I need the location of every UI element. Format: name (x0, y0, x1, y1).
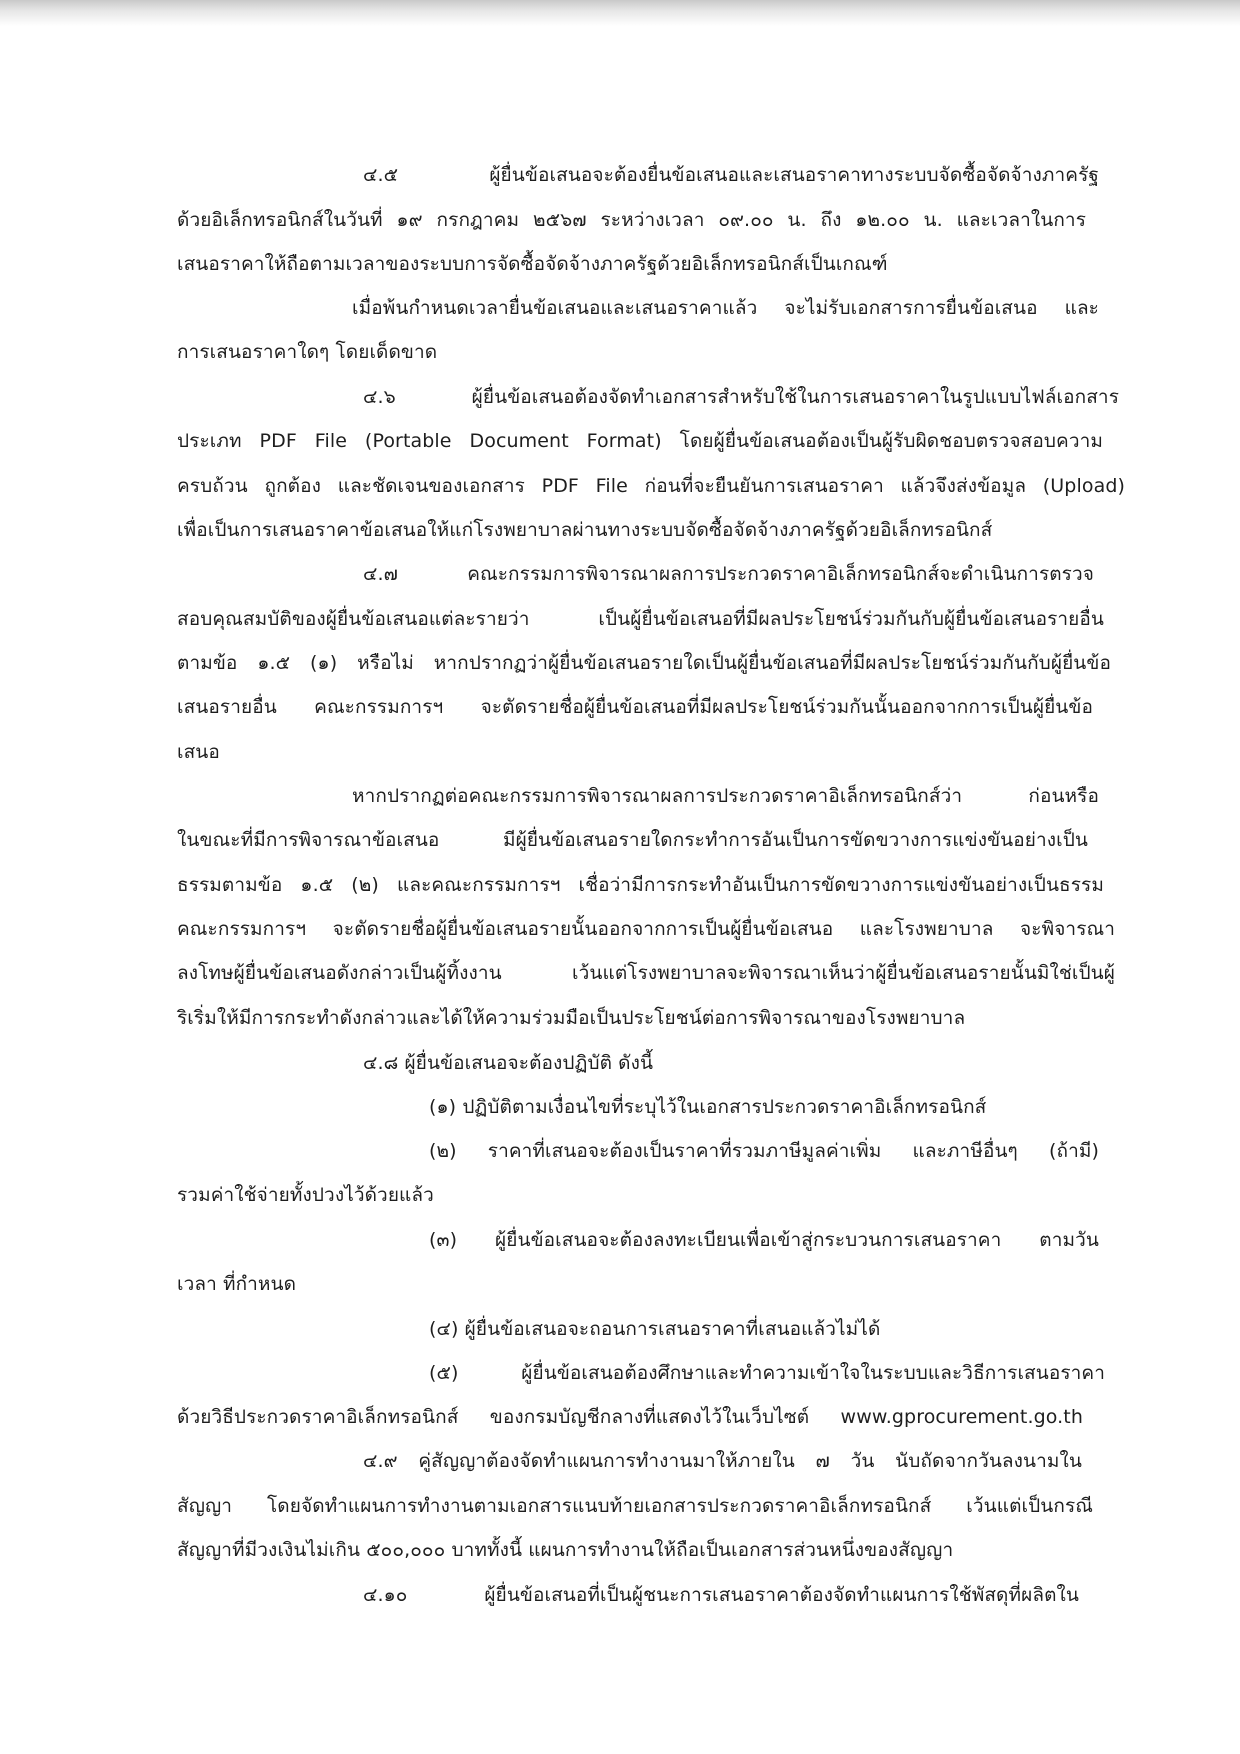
scan-top-edge (0, 0, 1240, 26)
text-line: ตามข้อ ๑.๕ (๑) หรือไม่ หากปรากฏว่าผู้ยื่นข้อเสนอรายใดเป็นผู้ยื่นข้อเสนอที่มีผลประโยชน์ร่วมกันกับผู้ยื่นข้อ (177, 652, 1111, 674)
text-line: สอบคุณสมบัติของผู้ยื่นข้อเสนอแต่ละรายว่า เป็นผู้ยื่นข้อเสนอที่มีผลประโยชน์ร่วมกันกับผู้ยื่นข้อเสนอรายอื่น (177, 608, 1104, 630)
text-line: (๑) ปฏิบัติตามเงื่อนไขที่ระบุไว้ในเอกสารประกวดราคาอิเล็กทรอนิกส์ (429, 1096, 987, 1118)
text-line: เสนอรายอื่น คณะกรรมการฯ จะตัดรายชื่อผู้ยื่นข้อเสนอที่มีผลประโยชน์ร่วมกันนั้นออกจากการเป็นผู้ยื่นข้อ (177, 696, 1093, 718)
text-line: เพื่อเป็นการเสนอราคาข้อเสนอให้แก่โรงพยาบาลผ่านทางระบบจัดซื้อจัดจ้างภาครัฐด้วยอิเล็กทรอนิกส์ (177, 519, 993, 541)
text-line: ประเภท PDF File (Portable Document Format) โดยผู้ยื่นข้อเสนอต้องเป็นผู้รับผิดชอบตรวจสอบความ (177, 430, 1103, 452)
text-line: สัญญาที่มีวงเงินไม่เกิน ๕๐๐,๐๐๐ บาททั้งนี้ แผนการทำงานให้ถือเป็นเอกสารส่วนหนึ่งของสัญญา (177, 1539, 954, 1561)
text-line: (๔) ผู้ยื่นข้อเสนอจะถอนการเสนอราคาที่เสนอแล้วไม่ได้ (429, 1318, 881, 1340)
text-line: เมื่อพ้นกำหนดเวลายื่นข้อเสนอและเสนอราคาแล้ว จะไม่รับเอกสารการยื่นข้อเสนอ และ (352, 297, 1099, 319)
text-line: (๕) ผู้ยื่นข้อเสนอต้องศึกษาและทำความเข้าใจในระบบและวิธีการเสนอราคา (429, 1362, 1105, 1384)
text-line: ในขณะที่มีการพิจารณาข้อเสนอ มีผู้ยื่นข้อเสนอรายใดกระทำการอันเป็นการขัดขวางการแข่งขันอย่างเป็น (177, 829, 1088, 851)
text-line: เวลา ที่กำหนด (177, 1273, 297, 1295)
text-line: รวมค่าใช้จ่ายทั้งปวงไว้ด้วยแล้ว (177, 1184, 434, 1206)
text-line: ๔.๗ คณะกรรมการพิจารณาผลการประกวดราคาอิเล็กทรอนิกส์จะดำเนินการตรวจ (363, 563, 1094, 585)
text-line: ๔.๕ ผู้ยื่นข้อเสนอจะต้องยื่นข้อเสนอและเสนอราคาทางระบบจัดซื้อจัดจ้างภาครัฐ (363, 164, 1099, 186)
text-line: ๔.๑๐ ผู้ยื่นข้อเสนอที่เป็นผู้ชนะการเสนอราคาต้องจัดทำแผนการใช้พัสดุที่ผลิตใน (363, 1584, 1079, 1606)
text-line: เสนอ (177, 741, 220, 763)
text-line: ๔.๖ ผู้ยื่นข้อเสนอต้องจัดทำเอกสารสำหรับใช้ในการเสนอราคาในรูปแบบไฟล์เอกสาร (363, 386, 1119, 408)
text-line: คณะกรรมการฯ จะตัดรายชื่อผู้ยื่นข้อเสนอรายนั้นออกจากการเป็นผู้ยื่นข้อเสนอ และโรงพยาบาล จะพิจารณา (177, 918, 1115, 940)
text-line: เสนอราคาให้ถือตามเวลาของระบบการจัดซื้อจัดจ้างภาครัฐด้วยอิเล็กทรอนิกส์เป็นเกณฑ์ (177, 253, 888, 275)
text-line: ริเริ่มให้มีการกระทำดังกล่าวและได้ให้ความร่วมมือเป็นประโยชน์ต่อการพิจารณาของโรงพยาบาล (177, 1007, 966, 1029)
text-line: ด้วยอิเล็กทรอนิกส์ในวันที่ ๑๙ กรกฎาคม ๒๕๖๗ ระหว่างเวลา ๐๙.๐๐ น. ถึง ๑๒.๐๐ น. และเวลาในการ (177, 209, 1086, 231)
text-line: ลงโทษผู้ยื่นข้อเสนอดังกล่าวเป็นผู้ทิ้งงาน เว้นแต่โรงพยาบาลจะพิจารณาเห็นว่าผู้ยื่นข้อเสนอรายนั้นมิใช่เป็นผู้ (177, 962, 1115, 984)
text-line: สัญญา โดยจัดทำแผนการทำงานตามเอกสารแนบท้ายเอกสารประกวดราคาอิเล็กทรอนิกส์ เว้นแต่เป็นกรณี (177, 1495, 1093, 1517)
text-line: (๒) ราคาที่เสนอจะต้องเป็นราคาที่รวมภาษีมูลค่าเพิ่ม และภาษีอื่นๆ (ถ้ามี) (429, 1140, 1099, 1162)
text-line: ๔.๙ คู่สัญญาต้องจัดทำแผนการทำงานมาให้ภายใน ๗ วัน นับถัดจากวันลงนามใน (363, 1450, 1082, 1472)
text-line: การเสนอราคาใดๆ โดยเด็ดขาด (177, 341, 438, 363)
text-line: ด้วยวิธีประกวดราคาอิเล็กทรอนิกส์ ของกรมบัญชีกลางที่แสดงไว้ในเว็บไซต์ www.gprocurement.go.th (177, 1406, 1083, 1428)
text-line: หากปรากฏต่อคณะกรรมการพิจารณาผลการประกวดราคาอิเล็กทรอนิกส์ว่า ก่อนหรือ (352, 785, 1099, 807)
text-line: ครบถ้วน ถูกต้อง และชัดเจนของเอกสาร PDF File ก่อนที่จะยืนยันการเสนอราคา แล้วจึงส่งข้อมูล (Upload) (177, 475, 1125, 497)
text-line: (๓) ผู้ยื่นข้อเสนอจะต้องลงทะเบียนเพื่อเข้าสู่กระบวนการเสนอราคา ตามวัน (429, 1229, 1099, 1251)
text-line: ธรรมตามข้อ ๑.๕ (๒) และคณะกรรมการฯ เชื่อว่ามีการกระทำอันเป็นการขัดขวางการแข่งขันอย่างเป็นธรรม (177, 874, 1104, 896)
text-line: ๔.๘ ผู้ยื่นข้อเสนอจะต้องปฏิบัติ ดังนี้ (363, 1052, 654, 1074)
